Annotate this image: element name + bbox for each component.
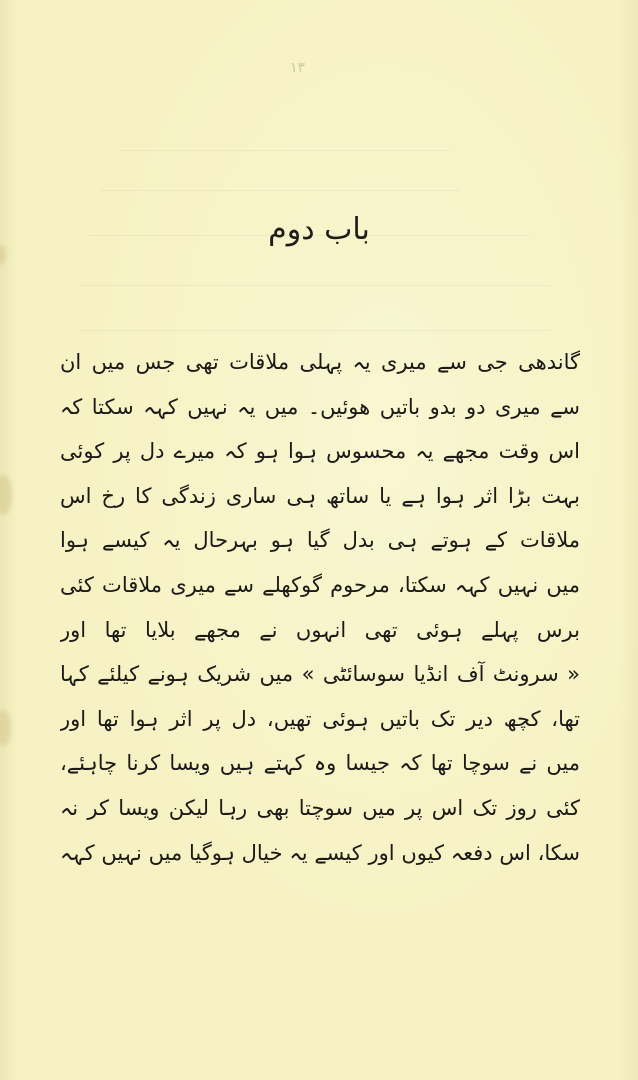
text-line: « سرونٹ آف انڈیا سوسائٹی » میں شریک ہونے کیلئے کہا [60,662,580,687]
text-line: میں نہیں کہہ سکتا، مرحوم گوکھلے سے میری ملاقات کئی [60,572,580,597]
text-line: بہت بڑا اثر ہوا ہے یا ساتھ ہی ساری زندگی کا رخ اس [60,483,580,508]
show-through-line [80,285,550,286]
text-line: کئی روز تک اس پر میں سوچتا بھی رہا لیکن ویسا کر نہ [60,795,580,820]
text-line: تھا، کچھ دیر تک باتیں ہوئی تھیں، دل پر اثر ہوا تھا اور [60,706,580,731]
show-through-line [120,150,450,151]
show-through-line [80,330,550,331]
text-line: برس پہلے ہوئی تھی انہوں نے مجھے بلایا تھا اور [60,617,580,642]
paper-stain-left-lower [0,710,11,746]
paper-stain-left-top [0,245,6,265]
page-number: ۱۳ [290,60,306,76]
text-line: میں نے سوچا تھا کہ جیسا وہ کہتے ہیں ویسا کرنا چاہئے، [60,751,580,776]
show-through-line [100,190,460,191]
chapter-title: باب دوم [268,212,370,247]
text-line: اس وقت مجھے یہ محسوس ہوا ہو کہ میرے دل پر کوئی [60,439,580,464]
body-text [60,340,580,875]
paper-stain-left [0,475,12,515]
text-line: ملاقات کے ہوتے ہی بدل گیا ہو بہرحال یہ کیسے ہوا [60,528,580,553]
text-line: سے میری دو بدو باتیں ھوئیں۔ میں یہ نہیں کہہ سکتا کہ [60,394,580,419]
text-line: سکا، اس دفعہ کیوں اور کیسے یہ خیال ہوگیا میں نہیں کہہ [60,840,580,865]
text-line: گاندھی جی سے میری یہ پہلی ملاقات تھی جس میں ان [60,350,580,374]
